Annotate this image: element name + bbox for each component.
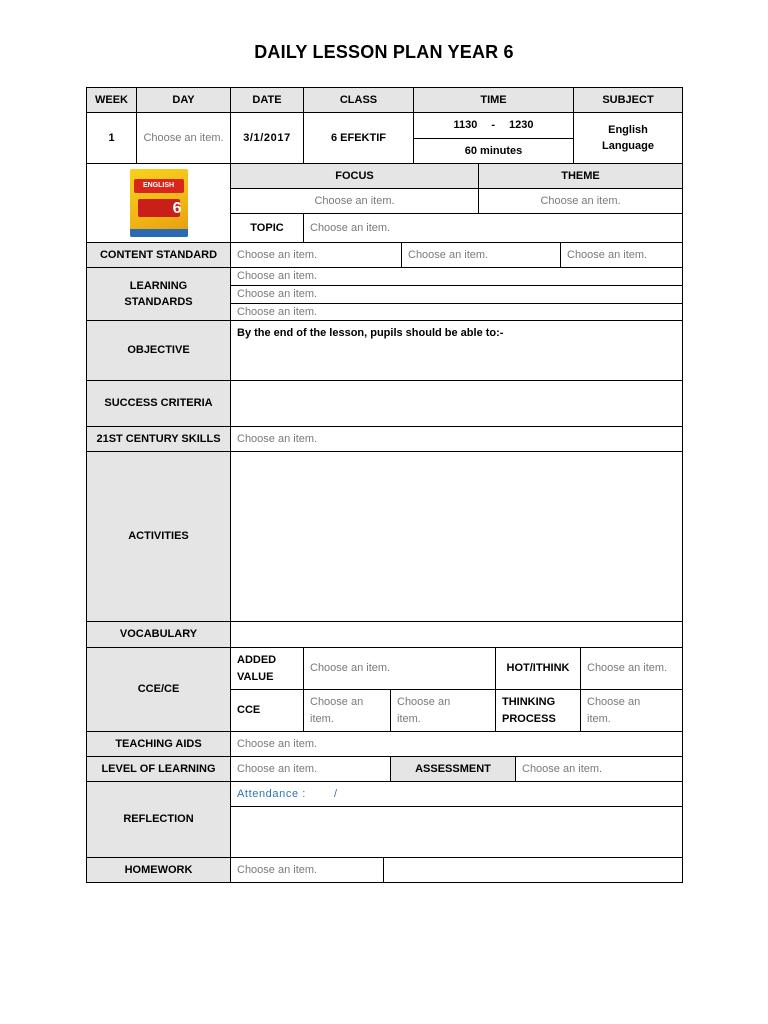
day-header: DAY bbox=[136, 87, 231, 113]
teaching-aids-select[interactable]: Choose an item. bbox=[230, 731, 683, 757]
hot-ithink-label: HOT/ITHINK bbox=[495, 647, 581, 690]
content-standard-select-3[interactable]: Choose an item. bbox=[560, 242, 683, 268]
date-header: DATE bbox=[230, 87, 304, 113]
time-header: TIME bbox=[413, 87, 574, 113]
added-value-select[interactable]: Choose an item. bbox=[303, 647, 496, 690]
week-value: 1 bbox=[86, 112, 137, 164]
subject-value: English Language bbox=[573, 112, 683, 164]
learning-standard-select-3[interactable]: Choose an item. bbox=[230, 303, 683, 321]
date-value: 3/1/2017 bbox=[230, 112, 304, 164]
objective-label: OBJECTIVE bbox=[86, 320, 231, 381]
page-title: DAILY LESSON PLAN YEAR 6 bbox=[254, 42, 514, 62]
cce-select-1[interactable]: Choose an item. bbox=[303, 689, 391, 732]
focus-header: FOCUS bbox=[230, 163, 479, 189]
content-standard-select-2[interactable]: Choose an item. bbox=[401, 242, 561, 268]
thinking-process-select[interactable]: Choose an item. bbox=[580, 689, 683, 732]
assessment-label: ASSESSMENT bbox=[390, 756, 516, 782]
focus-select[interactable]: Choose an item. bbox=[230, 188, 479, 214]
activities-field[interactable] bbox=[230, 451, 683, 622]
book-cover-cell bbox=[86, 163, 231, 243]
teaching-aids-label: TEACHING AIDS bbox=[86, 731, 231, 757]
thinking-process-label: THINKING PROCESS bbox=[495, 689, 581, 732]
attendance-label: Attendance : bbox=[237, 787, 306, 800]
level-label: LEVEL OF LEARNING bbox=[86, 756, 231, 782]
skills-label: 21ST CENTURY SKILLS bbox=[86, 426, 231, 452]
book-cover-number: 6 bbox=[172, 200, 182, 217]
time-range bbox=[413, 112, 574, 139]
added-value-label: ADDED VALUE bbox=[230, 647, 304, 690]
success-criteria-field[interactable] bbox=[230, 380, 683, 427]
theme-select[interactable]: Choose an item. bbox=[478, 188, 683, 214]
content-standard-select-1[interactable]: Choose an item. bbox=[230, 242, 402, 268]
subject-header: SUBJECT bbox=[573, 87, 683, 113]
objective-text[interactable]: By the end of the lesson, pupils should be able to:- bbox=[230, 320, 683, 381]
reflection-field[interactable] bbox=[230, 806, 683, 858]
cce-select-2[interactable]: Choose an item. bbox=[390, 689, 496, 732]
assessment-select[interactable]: Choose an item. bbox=[515, 756, 683, 782]
time-separator: - bbox=[491, 119, 496, 132]
reflection-label: REFLECTION bbox=[86, 781, 231, 858]
learning-standard-select-2[interactable]: Choose an item. bbox=[230, 285, 683, 304]
book-cover-footer bbox=[130, 229, 188, 237]
learning-standards-label: LEARNING STANDARDS bbox=[86, 267, 231, 321]
homework-select[interactable]: Choose an item. bbox=[230, 857, 384, 883]
day-select[interactable]: Choose an item. bbox=[136, 112, 231, 164]
level-select[interactable]: Choose an item. bbox=[230, 756, 391, 782]
week-header: WEEK bbox=[86, 87, 137, 113]
attendance-separator: / bbox=[333, 787, 338, 800]
activities-label: ACTIVITIES bbox=[86, 451, 231, 622]
cce-ce-label: CCE/CE bbox=[86, 647, 231, 732]
learning-standard-select-1[interactable]: Choose an item. bbox=[230, 267, 683, 286]
topic-label: TOPIC bbox=[230, 213, 304, 243]
cce-label: CCE bbox=[230, 689, 304, 732]
book-cover-title: ENGLISH bbox=[134, 179, 184, 193]
time-end: 1230 bbox=[509, 119, 534, 132]
attendance-field[interactable] bbox=[230, 781, 683, 807]
class-value: 6 EFEKTIF bbox=[303, 112, 414, 164]
book-cover-image bbox=[130, 169, 188, 237]
vocabulary-field[interactable] bbox=[230, 621, 683, 648]
content-standard-label: CONTENT STANDARD bbox=[86, 242, 231, 268]
theme-header: THEME bbox=[478, 163, 683, 189]
hot-ithink-select[interactable]: Choose an item. bbox=[580, 647, 683, 690]
skills-select[interactable]: Choose an item. bbox=[230, 426, 683, 452]
vocabulary-label: VOCABULARY bbox=[86, 621, 231, 648]
time-start: 1130 bbox=[453, 119, 478, 132]
homework-notes-field[interactable] bbox=[383, 857, 683, 883]
topic-select[interactable]: Choose an item. bbox=[303, 213, 683, 243]
success-criteria-label: SUCCESS CRITERIA bbox=[86, 380, 231, 427]
homework-label: HOMEWORK bbox=[86, 857, 231, 883]
duration-value: 60 minutes bbox=[413, 138, 574, 164]
class-header: CLASS bbox=[303, 87, 414, 113]
